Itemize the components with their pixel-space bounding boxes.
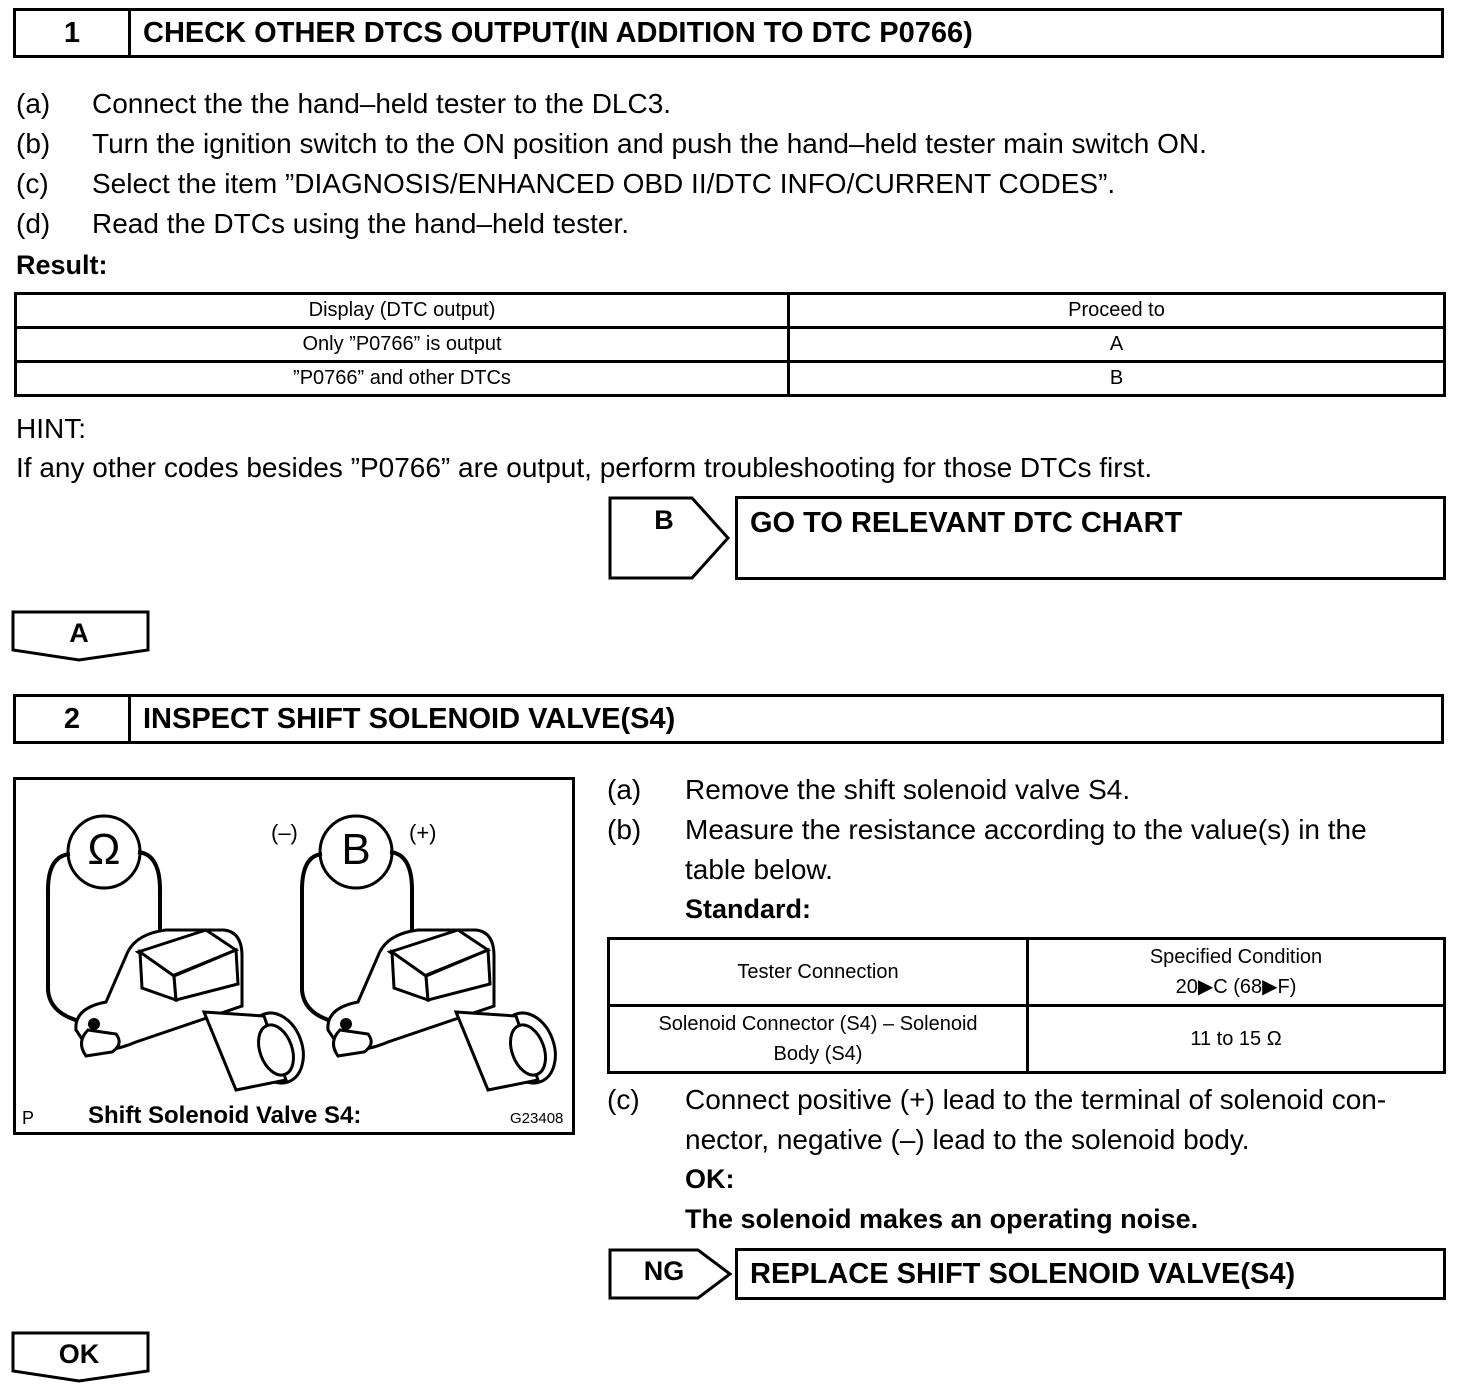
branch-ng-tag: NG <box>643 1256 685 1286</box>
step-title: CHECK OTHER DTCS OUTPUT(IN ADDITION TO DTC P0766) <box>143 16 973 49</box>
ok-text: The solenoid makes an operating noise. <box>685 1204 1199 1234</box>
step-1-header <box>13 8 1444 58</box>
step-2-item-c-cont: nector, negative (–) lead to the solenoid body. <box>685 1124 1250 1155</box>
minus-label: (–) <box>271 820 298 845</box>
table-row <box>16 328 1445 362</box>
battery-symbol: B <box>341 825 371 874</box>
figure-id: G23408 <box>510 1110 564 1127</box>
table-cell: Solenoid Connector (S4) – Solenoid Body (S4) <box>609 1006 1028 1073</box>
branch-ng-action: REPLACE SHIFT SOLENOID VALVE(S4) <box>735 1248 1446 1300</box>
standard-label: Standard: <box>685 894 812 924</box>
branch-b-tag: B <box>654 505 674 535</box>
figure-caption: Shift Solenoid Valve S4: <box>88 1102 362 1129</box>
next-a-tag: A <box>69 618 89 648</box>
table-cell: ”P0766” and other DTCs <box>16 362 789 396</box>
solenoid-valve-left <box>76 930 313 1091</box>
table-cell: A <box>789 328 1445 362</box>
table-header-row <box>16 294 1445 328</box>
table-header-row <box>609 939 1445 1006</box>
table-cell: Only ”P0766” is output <box>16 328 789 362</box>
ohm-symbol: Ω <box>87 825 121 874</box>
next-ok-tag: OK <box>58 1339 100 1369</box>
spec-table <box>607 937 1446 1074</box>
plus-label: (+) <box>409 820 437 845</box>
solenoid-figure <box>13 777 575 1135</box>
solenoid-valve-right <box>328 930 565 1091</box>
table-cell: B <box>789 362 1445 396</box>
hint-label: HINT: <box>16 413 86 444</box>
table-header-cell: Proceed to <box>789 294 1445 328</box>
step-2-header <box>13 694 1444 744</box>
result-label: Result: <box>16 250 108 280</box>
hint-text: If any other codes besides ”P0766” are output, perform troubleshooting for those DTCs first. <box>16 452 1153 483</box>
step-2-item-b-cont: table below. <box>685 854 833 885</box>
figure-corner-code: P <box>22 1108 35 1128</box>
branch-b-action: GO TO RELEVANT DTC CHART <box>735 496 1446 580</box>
table-header-cell: Tester Connection <box>609 939 1028 1006</box>
ok-label: OK: <box>685 1164 735 1194</box>
step-number: 1 <box>16 11 131 55</box>
table-row <box>609 1006 1445 1073</box>
result-table <box>14 292 1446 397</box>
table-header-cell: Display (DTC output) <box>16 294 789 328</box>
step-number: 2 <box>16 697 131 741</box>
step-title: INSPECT SHIFT SOLENOID VALVE(S4) <box>143 702 676 735</box>
table-header-cell: Specified Condition 20▶C (68▶F) <box>1028 939 1445 1006</box>
table-cell: 11 to 15 Ω <box>1028 1006 1445 1073</box>
table-row <box>16 362 1445 396</box>
